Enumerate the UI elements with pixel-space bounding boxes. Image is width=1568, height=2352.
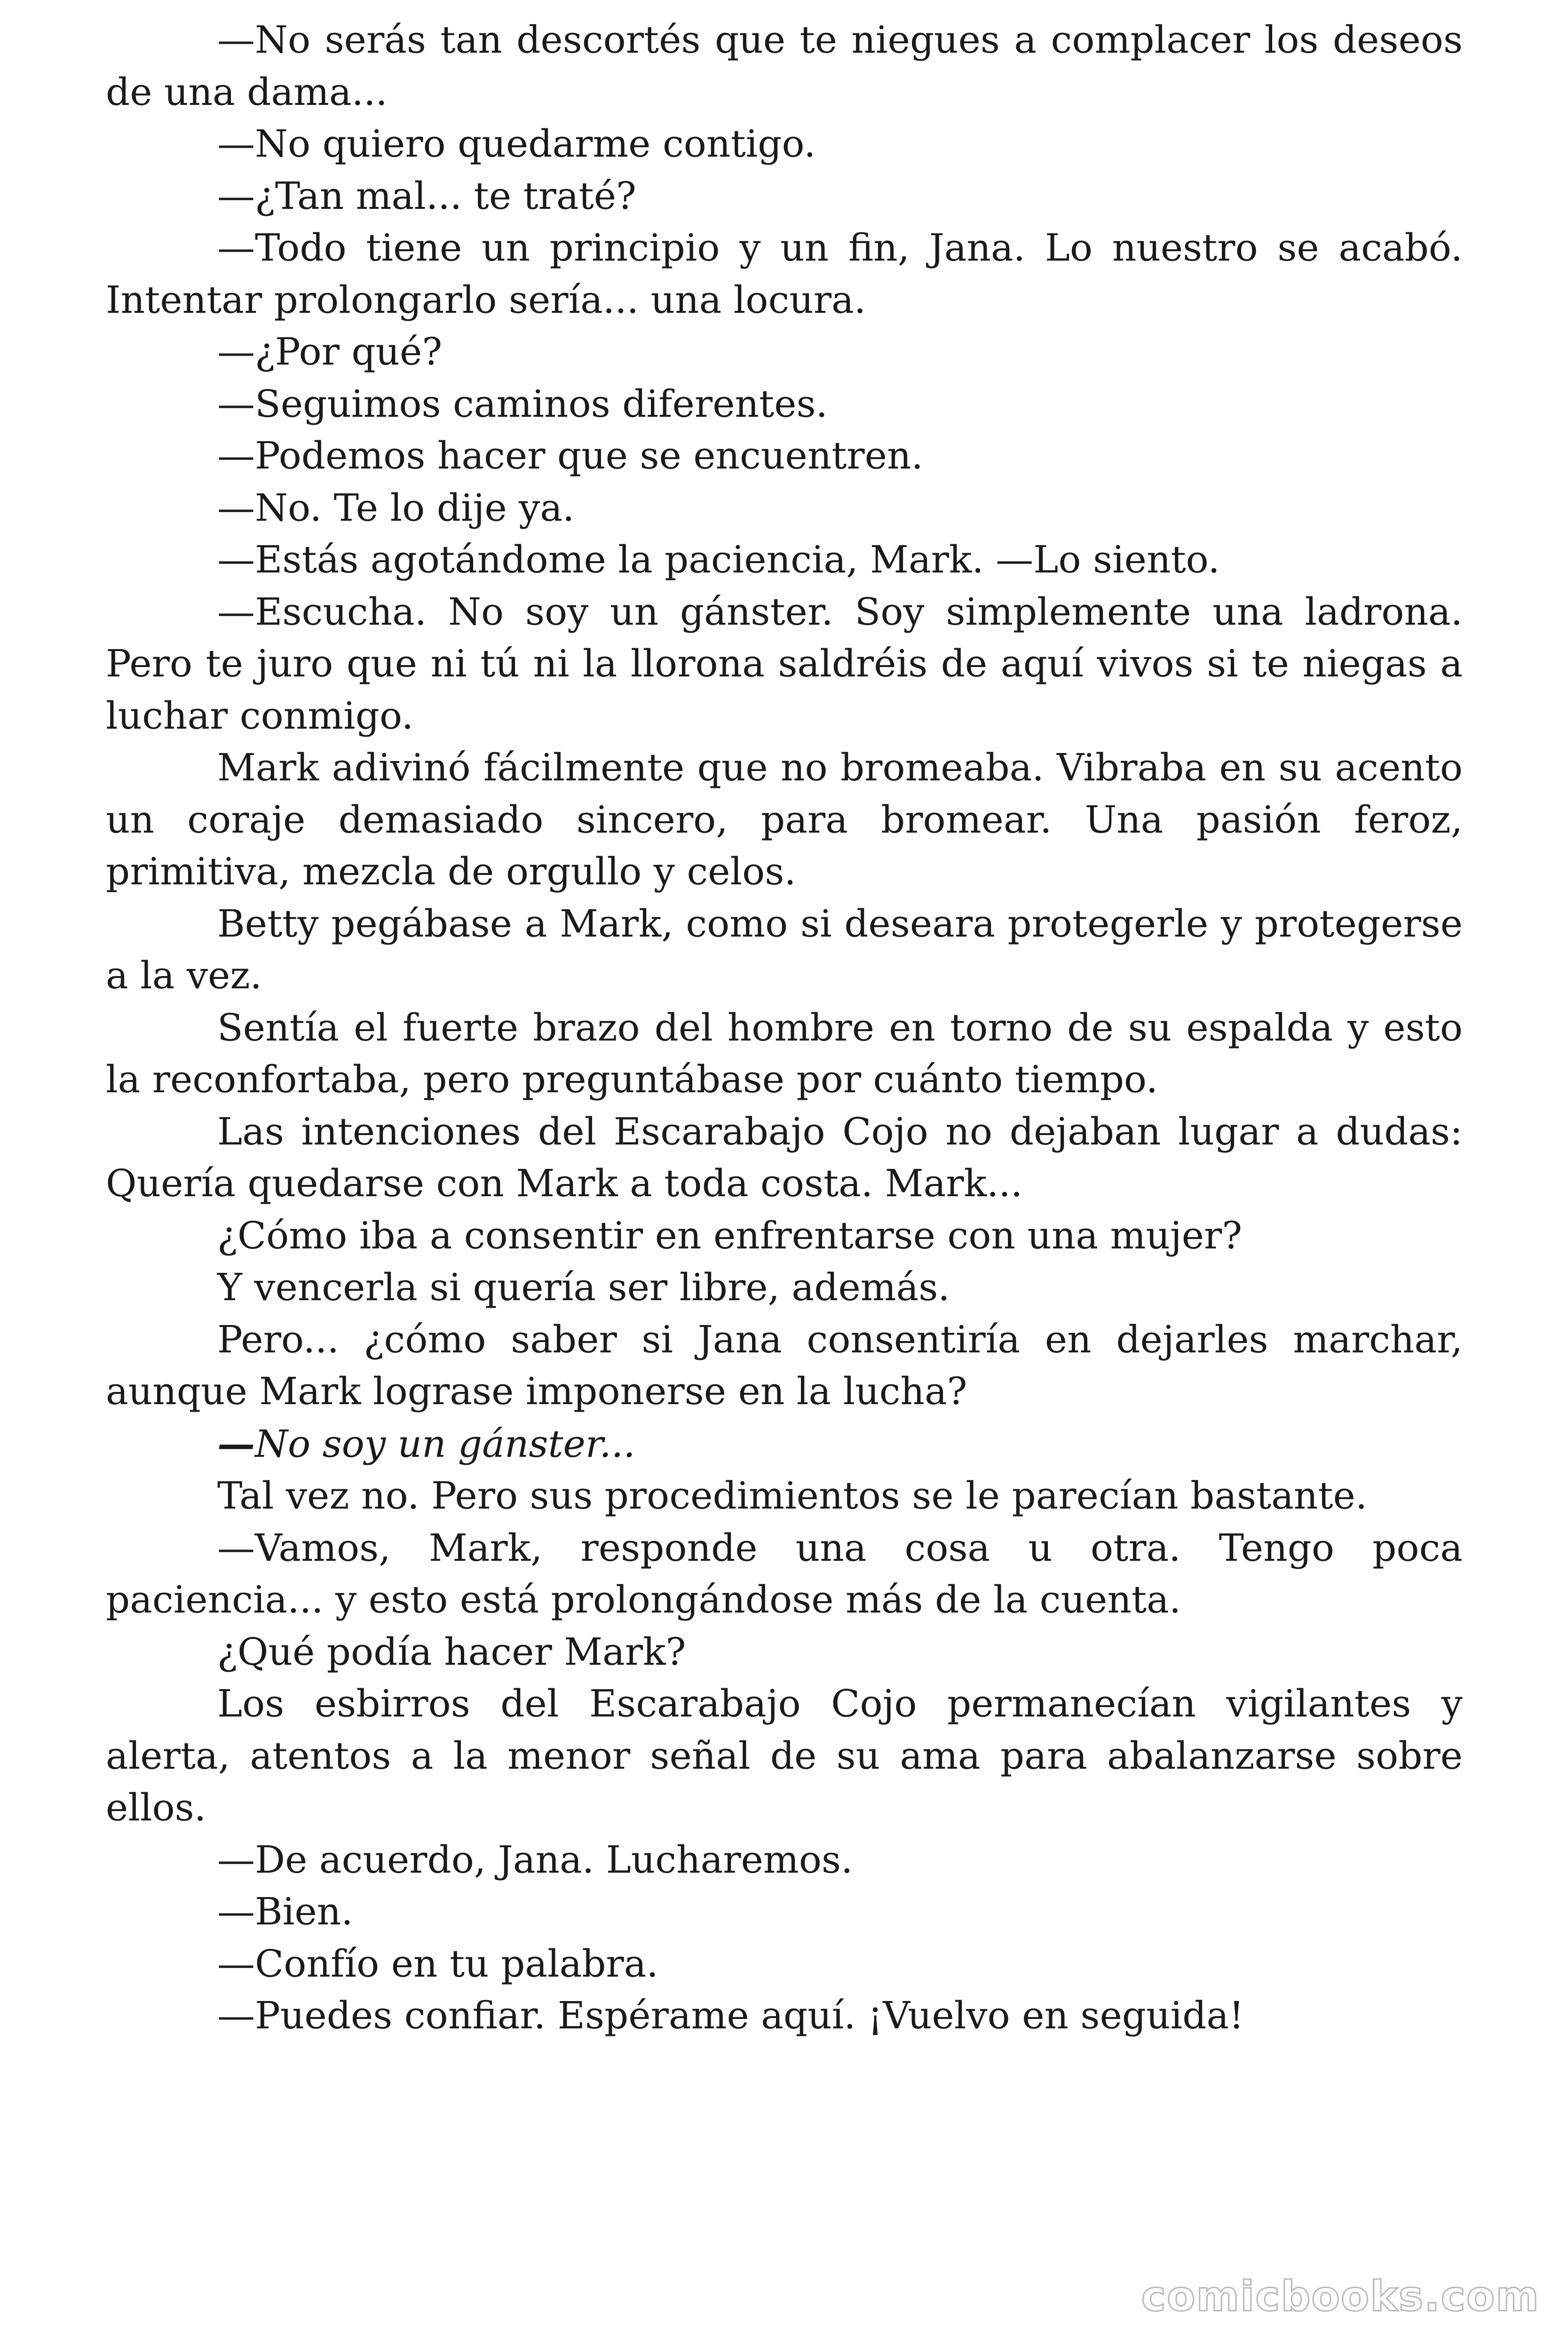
paragraph-22: Los esbirros del Escarabajo Cojo permanecían vigilantes y alerta, atentos a la menor señal de su ama para abalanzarse sobre ellos. bbox=[106, 1682, 1463, 1829]
paragraph-9: —Estás agotándome la paciencia, Mark. —Lo siento. bbox=[217, 538, 1220, 581]
paragraph-7: —Podemos hacer que se encuentren. bbox=[217, 434, 923, 477]
paragraph-25: —Confío en tu palabra. bbox=[217, 1941, 658, 1986]
paragraph-20: —Vamos, Mark, responde una cosa u otra. Tengo poca paciencia... y esto está prolongándose más de la cuenta. bbox=[106, 1526, 1463, 1621]
paragraph-17: Pero... ¿cómo saber si Jana consentiría en dejarles marchar, aunque Mark lograse imponerse en la lucha? bbox=[106, 1317, 1463, 1413]
paragraph-2: —No quiero quedarme contigo. bbox=[217, 122, 816, 166]
italic-dash: — bbox=[217, 1421, 255, 1466]
paragraph-1: —No serás tan descortés que te niegues a complacer los deseos de una dama... bbox=[106, 18, 1463, 114]
paragraph-26: —Puedes confiar. Espérame aquí. ¡Vuelvo en seguida! bbox=[217, 1994, 1244, 2037]
paragraph-24: —Bien. bbox=[217, 1890, 353, 1933]
paragraph-23: —De acuerdo, Jana. Lucharemos. bbox=[217, 1837, 853, 1882]
paragraph-15: ¿Cómo iba a consentir en enfrentarse con una mujer? bbox=[217, 1213, 1243, 1257]
paragraph-10: —Escucha. No soy un gánster. Soy simplemente una ladrona. Pero te juro que ni tú ni la llorona saldréis de aquí vivos si te niegas a luchar conmigo. bbox=[106, 589, 1463, 738]
paragraph-19: Tal vez no. Pero sus procedimientos se le parecían bastante. bbox=[217, 1474, 1368, 1518]
paragraph-8: —No. Te lo dije ya. bbox=[217, 485, 575, 530]
paragraph-16: Y vencerla si quería ser libre, además. bbox=[217, 1265, 950, 1309]
paragraph-21: ¿Qué podía hacer Mark? bbox=[217, 1629, 686, 1674]
paragraph-11: Mark adivinó fácilmente que no bromeaba. Vibraba en su acento un coraje demasiado sincero, para bromear. Una pasión feroz, primitiva, mezcla de orgullo y celos. bbox=[106, 746, 1463, 893]
watermark-text: comicbooks.com bbox=[1141, 2272, 1540, 2320]
paragraph-13: Sentía el fuerte brazo del hombre en torno de su espalda y esto la reconfortaba, pero preguntábase por cuánto tiempo. bbox=[106, 1005, 1463, 1101]
paragraph-4: —Todo tiene un principio y un fin, Jana. Lo nuestro se acabó. Intentar prolongarlo sería... una locura. bbox=[106, 226, 1463, 322]
paragraph-12: Betty pegábase a Mark, como si deseara protegerle y protegerse a la vez. bbox=[106, 901, 1463, 997]
paragraph-5: —¿Por qué? bbox=[217, 330, 443, 373]
page-text bbox=[106, 14, 1463, 2042]
paragraph-3: —¿Tan mal... te traté? bbox=[217, 174, 636, 218]
paragraph-6: —Seguimos caminos diferentes. bbox=[217, 381, 828, 426]
paragraph-18-italic bbox=[106, 1418, 1463, 1470]
paragraph-14: Las intenciones del Escarabajo Cojo no dejaban lugar a dudas: Quería quedarse con Mark a toda costa. Mark... bbox=[106, 1109, 1463, 1205]
italic-quote: No soy un gánster... bbox=[255, 1422, 635, 1466]
